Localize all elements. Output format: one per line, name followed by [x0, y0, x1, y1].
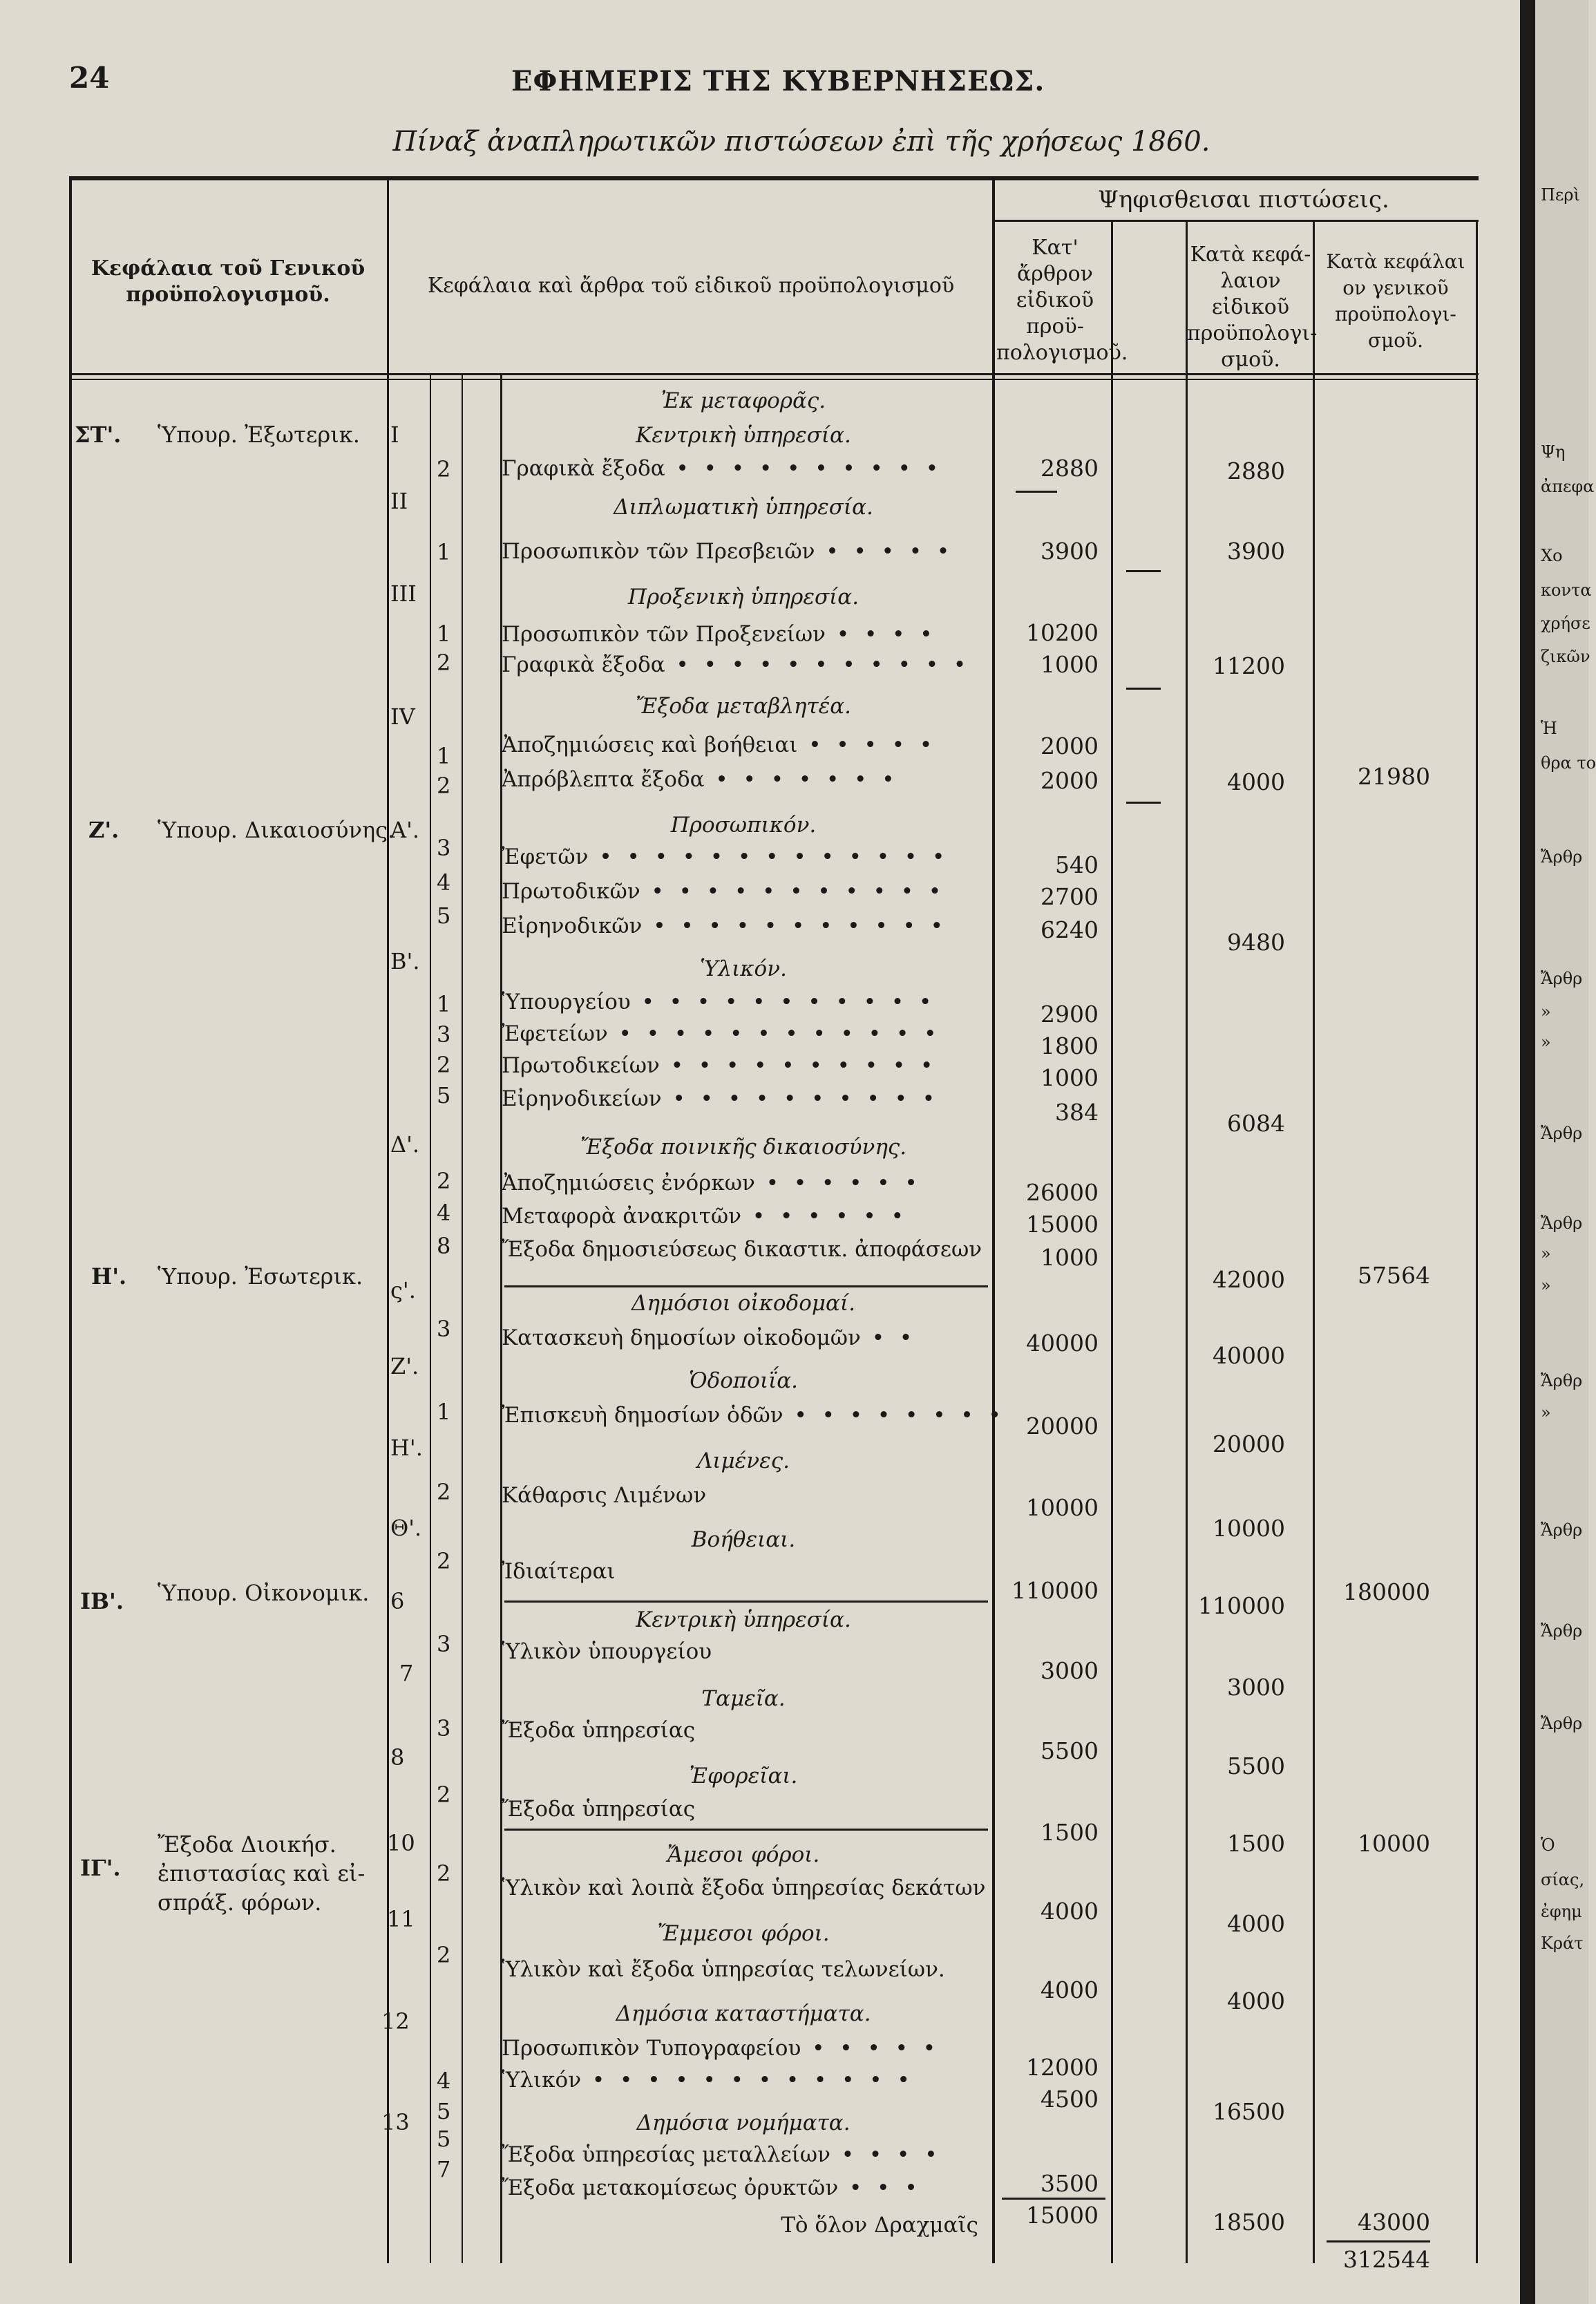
col-divider-general — [387, 176, 389, 2263]
per-article-amount: 40000 — [1026, 1330, 1099, 1357]
header-bottom-rule — [69, 373, 1479, 375]
article-num: 5 — [437, 1082, 451, 1108]
subtotal-rule — [504, 1600, 988, 1603]
per-article-amount: 2900 — [1041, 1001, 1099, 1028]
item-row: Προσωπικὸν Τυπογραφείου • • • • • — [502, 2036, 940, 2061]
article-num: 4 — [437, 1200, 451, 1226]
item-row: Ἀποζημιώσεις ἐνόρκων • • • • • • — [502, 1171, 922, 1196]
header-special-chapters: Κεφάλαια καὶ ἄρθρα τοῦ εἰδικοῦ προϋπολογισμοῦ — [427, 274, 955, 298]
per-article-amount: 2000 — [1041, 733, 1099, 759]
item-row: Προσωπικὸν τῶν Προξενείων • • • • — [502, 622, 937, 647]
item-row: Ἔξοδα ὑπηρεσίας μεταλλείων • • • • — [502, 2142, 942, 2167]
carry-forward-label: Ἐκ μεταφορᾶς. — [661, 388, 826, 413]
per-article-amount: 15000 — [1026, 1211, 1099, 1238]
book-spine — [1520, 0, 1535, 2304]
subheading: Δημόσιοι οἰκοδομαί. — [631, 1291, 855, 1316]
item-row: Ἐφετείων • • • • • • • • • • • • — [502, 1021, 941, 1046]
page-number: 24 — [69, 61, 110, 95]
item-row: Εἰρηνοδικείων • • • • • • • • • • — [502, 1086, 940, 1111]
item-row: Ὑπουργείου • • • • • • • • • • • — [502, 990, 936, 1014]
total-label: Τὸ ὅλον Δραχμαῖς — [781, 2213, 978, 2238]
chapter-num: Ι — [390, 422, 399, 448]
per-special-chapter-amount: 4000 — [1227, 768, 1285, 795]
article-num: 4 — [437, 869, 451, 896]
next-page-fragment: θρα το — [1541, 753, 1596, 773]
article-num: 3 — [437, 1316, 451, 1342]
per-special-chapter-amount: 10000 — [1213, 1515, 1285, 1542]
per-article-amount: 2880 — [1041, 455, 1099, 482]
chapter-num: 12 — [381, 2008, 410, 2034]
per-article-amount: 2000 — [1041, 767, 1099, 794]
subheading: Λιμένες. — [696, 1448, 790, 1473]
per-special-chapter-amount: 16500 — [1213, 2098, 1285, 2125]
next-page-fragment: ἀπεφα — [1541, 477, 1595, 496]
per-article-amount: 384 — [1055, 1099, 1099, 1126]
subheading: Προσωπικόν. — [670, 813, 817, 838]
per-general-chapter-amount: 21980 — [1358, 763, 1430, 790]
item-row: Ὑλικὸν ὑπουργείου — [502, 1639, 712, 1664]
item-row: Κάθαρσις Λιμένων — [502, 1483, 707, 1508]
header-bottom-rule-2 — [69, 379, 1479, 380]
item-row: Ἀπρόβλεπτα ἔξοδα • • • • • • • — [502, 767, 899, 792]
per-special-chapter-amount: 40000 — [1213, 1342, 1285, 1369]
article-num: 3 — [437, 835, 451, 861]
chapter-num: 13 — [381, 2109, 410, 2135]
per-special-chapter-amount: 18500 — [1213, 2209, 1285, 2236]
per-article-amount: 1000 — [1041, 1244, 1099, 1271]
per-article-amount: 3900 — [1041, 538, 1099, 565]
col-divider-amounts-2 — [1111, 220, 1113, 2263]
per-article-amount: 3000 — [1041, 1657, 1099, 1684]
per-special-chapter-amount: 1500 — [1227, 1830, 1285, 1857]
subheading: Ὁδοποιΐα. — [688, 1368, 799, 1393]
general-chapter-num: Ζ'. — [88, 817, 120, 843]
next-page-fragment: Ἄρθρ — [1541, 1621, 1583, 1641]
chapter-num: ΙV — [390, 704, 415, 730]
article-num: 3 — [437, 1715, 451, 1741]
per-special-chapter-amount: 110000 — [1198, 1592, 1285, 1619]
general-chapter-num: ΙΓ'. — [80, 1855, 121, 1881]
chapter-num: 8 — [390, 1744, 405, 1771]
subheading: Κεντρικὴ ὑπηρεσία. — [636, 423, 851, 448]
col-divider-chapter — [430, 373, 431, 2263]
per-article-amount: 15000 — [1026, 2202, 1099, 2229]
next-page-fragment: ἐφημ — [1541, 1902, 1582, 1921]
general-chapter-name: Ἔξοδα Διοικήσ. ἐπιστασίας καὶ εἰ-σπράξ. φόρων. — [158, 1831, 365, 1916]
article-num: 2 — [437, 1052, 451, 1078]
subtotal-rule — [1126, 570, 1161, 572]
per-article-amount: 5500 — [1041, 1737, 1099, 1764]
per-article-amount: 10200 — [1026, 619, 1099, 646]
total-rule — [1327, 2240, 1430, 2242]
article-num: 3 — [437, 1631, 451, 1657]
per-article-amount: 6240 — [1041, 916, 1099, 943]
per-general-chapter-amount: 180000 — [1343, 1578, 1430, 1605]
subheading: Δημόσια νομήματα. — [636, 2111, 851, 2135]
item-row: Ἀποζημιώσεις καὶ βοήθειαι • • • • • — [502, 733, 937, 757]
article-num: 4 — [437, 2068, 451, 2094]
subheading: Ταμεῖα. — [701, 1686, 786, 1711]
subheading: Προξενικὴ ὑπηρεσία. — [627, 585, 859, 610]
item-row: Ὑλικὸν καὶ λοιπὰ ἔξοδα ὑπηρεσίας δεκάτων — [502, 1876, 986, 1900]
chapter-num: 7 — [399, 1660, 414, 1686]
subtotal-rule — [1016, 491, 1057, 493]
next-page-fragment: ζικῶν — [1541, 647, 1590, 666]
article-num: 2 — [437, 456, 451, 482]
article-num: 5 — [437, 903, 451, 929]
per-special-chapter-amount: 4000 — [1227, 1987, 1285, 2014]
article-num: 2 — [437, 1860, 451, 1887]
chapter-num: ΙΙΙ — [390, 580, 417, 607]
general-chapter-name: Ὑπουρ. Ἐσωτερικ. — [158, 1263, 363, 1290]
per-article-amount: 1000 — [1041, 1064, 1099, 1091]
item-row: Ὑλικὸν καὶ ἔξοδα ὑπηρεσίας τελωνείων. — [502, 1957, 945, 1982]
col-divider-article — [462, 373, 463, 2263]
next-page-fragment: Ἡ — [1541, 719, 1557, 738]
per-general-chapter-amount: 57564 — [1358, 1262, 1430, 1289]
article-num: 8 — [437, 1233, 451, 1259]
header-general-chapters: Κεφάλαια τοῦ Γενικοῦ προϋπολογισμοῦ. — [91, 256, 365, 307]
chapter-num: Β'. — [390, 948, 420, 974]
per-special-chapter-amount: 3000 — [1227, 1674, 1285, 1701]
per-special-chapter-amount: 6084 — [1227, 1110, 1285, 1137]
article-num: 2 — [437, 1168, 451, 1194]
next-page-fragment: Ἄρθρ — [1541, 847, 1583, 867]
subheading: Ἔξοδα ποινικῆς δικαιοσύνης. — [580, 1135, 907, 1160]
per-article-amount: 1500 — [1041, 1819, 1099, 1846]
article-num: 2 — [437, 773, 451, 799]
chapter-num: Η'. — [390, 1435, 423, 1461]
next-page-fragment: Περὶ — [1541, 185, 1580, 205]
subheading: Βοήθειαι. — [691, 1527, 796, 1552]
article-num: 1 — [437, 1399, 451, 1425]
per-article-amount: 110000 — [1011, 1577, 1099, 1604]
table-top-rule — [69, 176, 1479, 180]
next-page-fragment: » — [1541, 1002, 1551, 1021]
article-num: 2 — [437, 1782, 451, 1808]
chapter-num: ΙΙ — [390, 488, 408, 514]
article-num: 2 — [437, 650, 451, 676]
per-special-chapter-amount: 4000 — [1227, 1910, 1285, 1937]
item-row: Ἔξοδα ὑπηρεσίας — [502, 1718, 696, 1743]
next-page-fragment: Ἄρθρ — [1541, 1371, 1583, 1390]
subheading: Ἄμεσοι φόροι. — [667, 1842, 820, 1867]
item-row: Πρωτοδικείων • • • • • • • • • • — [502, 1053, 938, 1078]
chapter-num: Θ'. — [390, 1515, 422, 1541]
per-article-amount: 3500 — [1041, 2170, 1099, 2197]
item-row: Ἐπισκευὴ δημοσίων ὁδῶν • • • • • • • • — [502, 1403, 1005, 1428]
item-row: Ὑλικόν • • • • • • • • • • • • — [502, 2068, 914, 2093]
subheading: Δημόσια καταστήματα. — [616, 2001, 871, 2026]
article-num: 1 — [437, 991, 451, 1017]
next-page-fragment: Ἄρθρ — [1541, 1714, 1583, 1733]
next-page-fragment: » — [1541, 1032, 1551, 1052]
article-num: 1 — [437, 539, 451, 565]
article-num: 1 — [437, 743, 451, 769]
subheading: Κεντρικὴ ὑπηρεσία. — [636, 1607, 851, 1632]
per-article-amount: 20000 — [1026, 1413, 1099, 1439]
next-page-fragment: Ὁ — [1541, 1835, 1555, 1855]
subheading: Ὑλικόν. — [700, 956, 787, 981]
header-per-special-chapter: Κατὰ κεφά-λαιον εἰδικοῦ προϋπολογι-σμοῦ. — [1187, 243, 1318, 372]
general-chapter-num: ΣΤ'. — [75, 422, 122, 448]
subtotal-rule — [1126, 688, 1161, 690]
item-row: Ἔξοδα δημοσιεύσεως δικαστικ. ἀποφάσεων — [502, 1237, 982, 1262]
per-article-amount: 4000 — [1041, 1976, 1099, 2003]
general-chapter-name: Ὑπουρ. Ἐξωτερικ. — [158, 422, 360, 448]
item-row: Ἰδιαίτεραι — [502, 1559, 616, 1584]
table-title: Πίναξ ἀναπληρωτικῶν πιστώσεων ἐπὶ τῆς χρήσεως 1860. — [392, 126, 1210, 158]
subtotal-rule — [504, 1285, 988, 1287]
subtotal-rule — [504, 1829, 988, 1831]
per-general-chapter-amount: 43000 — [1358, 2209, 1430, 2236]
col-divider-amounts-4 — [1313, 220, 1315, 2263]
table-right-border — [1476, 220, 1478, 2263]
general-chapter-num: ΙΒ'. — [80, 1588, 124, 1614]
next-page-fragment: Κράτ — [1541, 1934, 1584, 1953]
item-row: Εἰρηνοδικῶν • • • • • • • • • • • — [502, 914, 947, 938]
next-page-fragment: Ἄρθρ — [1541, 1124, 1583, 1143]
item-row: Προσωπικὸν τῶν Πρεσβειῶν • • • • • — [502, 539, 954, 564]
per-article-amount: 1000 — [1041, 651, 1099, 678]
journal-title: ΕΦΗΜΕΡΙΣ ΤΗΣ ΚΥΒΕΡΝΗΣΕΩΣ. — [511, 65, 1045, 97]
next-page-fragment: » — [1541, 1244, 1551, 1263]
per-special-chapter-amount: 11200 — [1213, 652, 1285, 679]
article-num: 2 — [437, 1548, 451, 1574]
header-per-general-chapter: Κατὰ κεφάλαι ον γενικοῦ προϋπολογι-σμοῦ. — [1326, 250, 1465, 352]
item-row: Ἔξοδα μετακομίσεως ὀρυκτῶν • • • — [502, 2175, 922, 2200]
item-row: Πρωτοδικῶν • • • • • • • • • • • — [502, 879, 946, 904]
running-header — [0, 61, 1520, 102]
article-num: 5 — [437, 2126, 451, 2152]
item-row: Ἐφετῶν • • • • • • • • • • • • • — [502, 844, 949, 869]
general-chapter-name: Ὑπουρ. Οἰκονομικ. — [158, 1580, 370, 1606]
next-page-fragment: » — [1541, 1403, 1551, 1422]
subheading: Ἔξοδα μεταβλητέα. — [635, 694, 852, 719]
chapter-num: 6 — [390, 1588, 405, 1614]
per-general-chapter-amount: 10000 — [1358, 1830, 1430, 1857]
table-left-border — [69, 176, 72, 2263]
per-article-amount: 12000 — [1026, 2054, 1099, 2081]
per-special-chapter-amount: 3900 — [1227, 538, 1285, 565]
subtotal-rule — [1002, 2198, 1105, 2200]
article-num: 1 — [437, 621, 451, 647]
per-article-amount: 4000 — [1041, 1898, 1099, 1925]
next-page-edge — [1535, 0, 1596, 2304]
next-page-fragment: Ἄρθρ — [1541, 1214, 1583, 1233]
chapter-num: 11 — [387, 1906, 415, 1932]
article-num: 3 — [437, 1021, 451, 1048]
per-article-amount: 2700 — [1041, 883, 1099, 910]
chapter-num: Δ'. — [390, 1131, 420, 1158]
per-article-amount: 10000 — [1026, 1494, 1099, 1521]
general-chapter-name: Ὑπουρ. Δικαιοσύνης. — [158, 817, 395, 843]
subheading: Ἔμμεσοι φόροι. — [657, 1921, 830, 1946]
general-chapter-num: Η'. — [91, 1263, 127, 1290]
item-row: Κατασκευὴ δημοσίων οἰκοδομῶν • • — [502, 1325, 917, 1350]
article-num: 2 — [437, 1479, 451, 1505]
per-special-chapter-amount: 5500 — [1227, 1753, 1285, 1779]
per-special-chapter-amount: 9480 — [1227, 929, 1285, 956]
per-special-chapter-amount: 42000 — [1213, 1266, 1285, 1293]
per-article-amount: 4500 — [1041, 2086, 1099, 2113]
subheading: Ἐφορεῖαι. — [689, 1764, 798, 1788]
per-article-amount: 26000 — [1026, 1179, 1099, 1206]
header-per-article: Κατ' ἄρθρον εἰδικοῦ προϋ-πολογισμοῦ. — [996, 236, 1128, 365]
article-num: 7 — [437, 2156, 451, 2182]
header-voted-credits: Ψηφισθεισαι πιστώσεις. — [1098, 186, 1389, 214]
next-page-fragment: Ἄρθρ — [1541, 969, 1583, 988]
item-row: Γραφικὰ ἔξοδα • • • • • • • • • • • — [502, 652, 971, 677]
subtotal-rule — [1126, 802, 1161, 804]
next-page-fragment: Ἄρθρ — [1541, 1520, 1583, 1540]
next-page-fragment: σίας, — [1541, 1870, 1585, 1889]
next-page-fragment: Χο — [1541, 546, 1563, 565]
next-page-fragment: Ψη — [1541, 442, 1566, 462]
subheading: Διπλωματικὴ ὑπηρεσία. — [614, 495, 873, 520]
per-special-chapter-amount: 20000 — [1213, 1430, 1285, 1457]
chapter-num: Α'. — [390, 817, 420, 843]
col-divider-amounts-3 — [1186, 220, 1188, 2263]
chapter-num: Ζ'. — [390, 1353, 419, 1379]
next-page-fragment: » — [1541, 1276, 1551, 1295]
next-page-fragment: κοντα — [1541, 580, 1592, 600]
chapter-num: ς'. — [390, 1277, 416, 1303]
per-special-chapter-amount: 2880 — [1227, 457, 1285, 484]
per-article-amount: 540 — [1055, 851, 1099, 878]
chapter-num: 10 — [387, 1830, 415, 1856]
next-page-fragment: χρήσε — [1541, 614, 1590, 633]
item-row: Ἔξοδα ὑπηρεσίας — [502, 1797, 696, 1822]
item-row: Μεταφορὰ ἀνακριτῶν • • • • • • — [502, 1204, 908, 1229]
article-num: 2 — [437, 1942, 451, 1968]
grand-total: 312544 — [1343, 2246, 1430, 2273]
voted-header-rule — [995, 220, 1479, 222]
item-row: Γραφικὰ ἔξοδα • • • • • • • • • • — [502, 456, 943, 481]
article-num: 5 — [437, 2098, 451, 2124]
per-article-amount: 1800 — [1041, 1032, 1099, 1059]
